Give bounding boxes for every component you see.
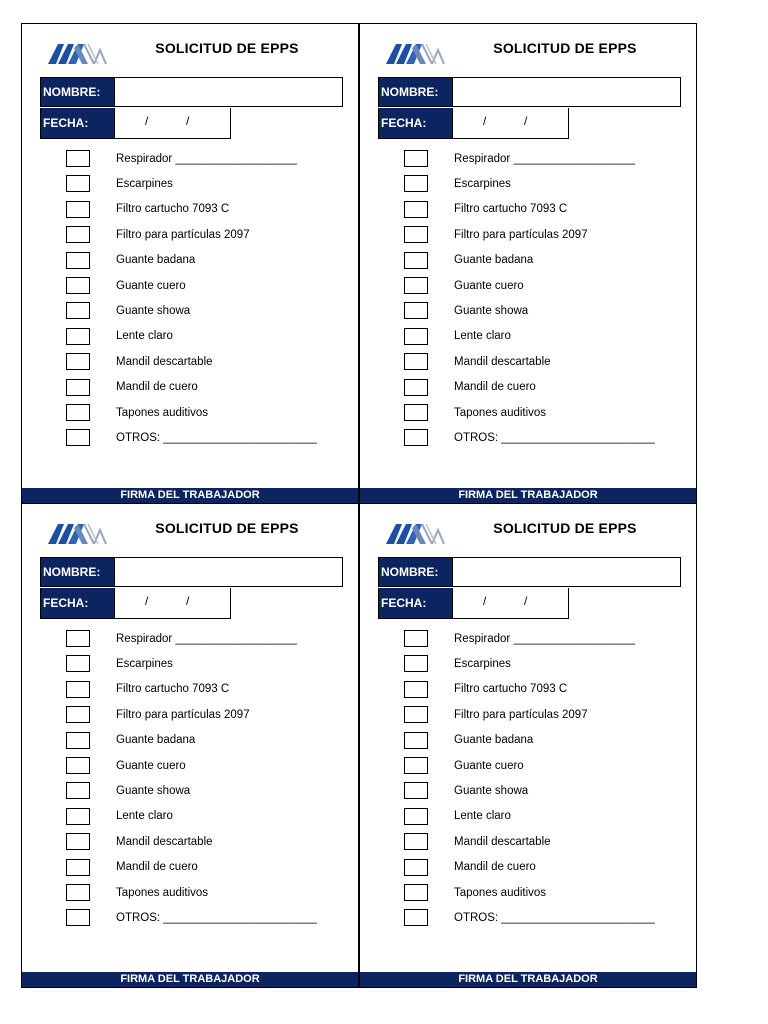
item-checkbox[interactable] xyxy=(404,353,428,370)
item-checkbox[interactable] xyxy=(66,150,90,167)
signature-bar: FIRMA DEL TRABAJADOR xyxy=(360,972,696,987)
list-item xyxy=(404,629,674,648)
fecha-label: FECHA: xyxy=(379,108,453,138)
item-checkbox[interactable] xyxy=(66,909,90,926)
item-label: Mandil de cuero xyxy=(116,861,198,874)
item-checkbox[interactable] xyxy=(66,226,90,243)
list-item xyxy=(404,883,674,902)
nombre-label: NOMBRE: xyxy=(379,78,453,106)
item-label: Escarpines xyxy=(454,177,511,190)
item-checkbox[interactable] xyxy=(404,732,428,749)
item-checkbox[interactable] xyxy=(404,302,428,319)
item-checkbox[interactable] xyxy=(66,808,90,825)
nombre-label: NOMBRE: xyxy=(379,558,453,586)
date-separator: / xyxy=(145,114,149,128)
item-checkbox[interactable] xyxy=(404,226,428,243)
item-label: Guante cuero xyxy=(454,759,524,772)
signature-bar: FIRMA DEL TRABAJADOR xyxy=(360,488,696,503)
nombre-label: NOMBRE: xyxy=(41,78,115,106)
list-item xyxy=(404,705,674,724)
item-label: Mandil de cuero xyxy=(116,381,198,394)
fecha-field[interactable] xyxy=(453,108,568,138)
item-label: OTROS: ________________________ xyxy=(116,911,317,924)
item-label: Guante cuero xyxy=(454,279,524,292)
item-label: Mandil descartable xyxy=(454,355,551,368)
nombre-row xyxy=(378,557,681,587)
list-item xyxy=(66,629,336,648)
fecha-field[interactable] xyxy=(115,108,230,138)
list-item xyxy=(66,705,336,724)
item-label: Escarpines xyxy=(454,657,511,670)
form-card xyxy=(359,23,697,504)
fecha-row xyxy=(40,108,231,139)
item-label: OTROS: ________________________ xyxy=(454,431,655,444)
item-label: Guante showa xyxy=(454,784,529,797)
company-logo-icon xyxy=(386,42,446,64)
list-item xyxy=(404,352,674,371)
list-item xyxy=(66,428,336,447)
item-checkbox[interactable] xyxy=(404,782,428,799)
item-checkbox[interactable] xyxy=(66,884,90,901)
item-checkbox[interactable] xyxy=(404,833,428,850)
item-checkbox[interactable] xyxy=(66,175,90,192)
item-checkbox[interactable] xyxy=(66,404,90,421)
item-checkbox[interactable] xyxy=(404,429,428,446)
list-item xyxy=(404,327,674,346)
fecha-row xyxy=(378,108,569,139)
company-logo-icon xyxy=(48,42,108,64)
item-label: Respirador ___________________ xyxy=(116,632,297,645)
fecha-label: FECHA: xyxy=(379,588,453,618)
list-item xyxy=(404,200,674,219)
date-separator: / xyxy=(524,114,528,128)
list-item xyxy=(404,301,674,320)
item-label: Guante showa xyxy=(116,784,191,797)
list-item xyxy=(66,200,336,219)
list-item xyxy=(404,908,674,927)
item-checkbox[interactable] xyxy=(66,379,90,396)
item-label: Guante showa xyxy=(116,304,191,317)
list-item xyxy=(404,832,674,851)
item-checkbox[interactable] xyxy=(404,252,428,269)
list-item xyxy=(404,858,674,877)
item-label: Mandil descartable xyxy=(454,835,551,848)
item-checkbox[interactable] xyxy=(66,782,90,799)
item-label: Filtro para partículas 2097 xyxy=(116,228,250,241)
item-label: Guante badana xyxy=(454,734,534,747)
item-label: Guante badana xyxy=(454,254,534,267)
list-item xyxy=(404,731,674,750)
item-label: Filtro para partículas 2097 xyxy=(454,708,588,721)
list-item xyxy=(66,807,336,826)
item-checkbox[interactable] xyxy=(404,201,428,218)
item-label: Respirador ___________________ xyxy=(116,152,297,165)
item-checkbox[interactable] xyxy=(66,630,90,647)
item-label: Tapones auditivos xyxy=(454,886,547,899)
date-separator: / xyxy=(483,114,487,128)
item-checkbox[interactable] xyxy=(66,252,90,269)
item-label: Filtro cartucho 7093 C xyxy=(454,683,568,696)
date-separator: / xyxy=(524,594,528,608)
item-label: Escarpines xyxy=(116,177,173,190)
item-label: Respirador ___________________ xyxy=(454,632,635,645)
list-item xyxy=(66,149,336,168)
date-separator: / xyxy=(186,114,190,128)
item-label: Filtro para partículas 2097 xyxy=(454,228,588,241)
list-item xyxy=(66,908,336,927)
list-item xyxy=(404,428,674,447)
item-checkbox[interactable] xyxy=(66,859,90,876)
nombre-row xyxy=(40,77,343,107)
nombre-field[interactable] xyxy=(115,558,342,586)
list-item xyxy=(66,883,336,902)
item-checkbox[interactable] xyxy=(404,328,428,345)
fecha-row xyxy=(378,588,569,619)
list-item xyxy=(404,276,674,295)
form-title: SOLICITUD DE EPPS xyxy=(493,520,637,536)
item-checkbox[interactable] xyxy=(66,833,90,850)
item-label: Mandil descartable xyxy=(116,355,213,368)
item-checkbox[interactable] xyxy=(404,150,428,167)
item-label: Filtro para partículas 2097 xyxy=(116,708,250,721)
company-logo-icon xyxy=(48,522,108,544)
company-logo-icon xyxy=(386,522,446,544)
date-separator: / xyxy=(186,594,190,608)
item-checkbox[interactable] xyxy=(66,353,90,370)
signature-bar: FIRMA DEL TRABAJADOR xyxy=(22,972,358,987)
item-checkbox[interactable] xyxy=(404,655,428,672)
item-checkbox[interactable] xyxy=(404,379,428,396)
item-checkbox[interactable] xyxy=(404,884,428,901)
item-checkbox[interactable] xyxy=(404,630,428,647)
item-checkbox[interactable] xyxy=(66,429,90,446)
item-label: Guante badana xyxy=(116,254,196,267)
fecha-label: FECHA: xyxy=(41,588,115,618)
item-checkbox[interactable] xyxy=(66,655,90,672)
form-title: SOLICITUD DE EPPS xyxy=(155,40,299,56)
item-label: OTROS: ________________________ xyxy=(454,911,655,924)
list-item xyxy=(404,174,674,193)
item-checkbox[interactable] xyxy=(66,328,90,345)
item-label: Lente claro xyxy=(116,810,173,823)
item-label: Respirador ___________________ xyxy=(454,152,635,165)
form-card xyxy=(21,503,359,988)
item-label: Tapones auditivos xyxy=(116,886,209,899)
fecha-field[interactable] xyxy=(453,588,568,618)
list-item xyxy=(66,680,336,699)
item-label: OTROS: ________________________ xyxy=(116,431,317,444)
form-title: SOLICITUD DE EPPS xyxy=(493,40,637,56)
nombre-field[interactable] xyxy=(115,78,342,106)
item-checkbox[interactable] xyxy=(66,706,90,723)
date-separator: / xyxy=(145,594,149,608)
item-label: Guante badana xyxy=(116,734,196,747)
list-item xyxy=(404,680,674,699)
item-label: Tapones auditivos xyxy=(116,406,209,419)
item-checkbox[interactable] xyxy=(66,277,90,294)
item-label: Mandil de cuero xyxy=(454,861,536,874)
item-label: Escarpines xyxy=(116,657,173,670)
item-checkbox[interactable] xyxy=(404,404,428,421)
list-item xyxy=(66,301,336,320)
item-label: Lente claro xyxy=(454,330,511,343)
list-item xyxy=(404,378,674,397)
list-item xyxy=(66,327,336,346)
item-label: Filtro cartucho 7093 C xyxy=(454,203,568,216)
fecha-label: FECHA: xyxy=(41,108,115,138)
form-sheet xyxy=(21,23,697,988)
list-item xyxy=(404,403,674,422)
list-item xyxy=(66,858,336,877)
list-item xyxy=(66,174,336,193)
item-label: Filtro cartucho 7093 C xyxy=(116,683,230,696)
list-item xyxy=(66,781,336,800)
form-title: SOLICITUD DE EPPS xyxy=(155,520,299,536)
item-label: Guante cuero xyxy=(116,279,186,292)
nombre-field[interactable] xyxy=(453,558,680,586)
item-label: Lente claro xyxy=(454,810,511,823)
item-label: Guante showa xyxy=(454,304,529,317)
item-checkbox[interactable] xyxy=(404,757,428,774)
list-item xyxy=(66,654,336,673)
fecha-field[interactable] xyxy=(115,588,230,618)
list-item xyxy=(404,654,674,673)
item-checkbox[interactable] xyxy=(404,859,428,876)
signature-bar: FIRMA DEL TRABAJADOR xyxy=(22,488,358,503)
list-item xyxy=(66,756,336,775)
item-checkbox[interactable] xyxy=(404,277,428,294)
item-checkbox[interactable] xyxy=(66,757,90,774)
list-item xyxy=(404,251,674,270)
nombre-row xyxy=(378,77,681,107)
list-item xyxy=(66,276,336,295)
form-card xyxy=(359,503,697,988)
item-checkbox[interactable] xyxy=(66,201,90,218)
list-item xyxy=(66,378,336,397)
item-checkbox[interactable] xyxy=(404,909,428,926)
item-label: Mandil de cuero xyxy=(454,381,536,394)
list-item xyxy=(66,832,336,851)
item-label: Lente claro xyxy=(116,330,173,343)
list-item xyxy=(66,352,336,371)
nombre-row xyxy=(40,557,343,587)
item-checkbox[interactable] xyxy=(66,681,90,698)
item-checkbox[interactable] xyxy=(404,175,428,192)
form-card xyxy=(21,23,359,504)
list-item xyxy=(66,731,336,750)
item-checkbox[interactable] xyxy=(404,808,428,825)
item-checkbox[interactable] xyxy=(66,732,90,749)
list-item xyxy=(66,225,336,244)
list-item xyxy=(66,403,336,422)
list-item xyxy=(404,225,674,244)
item-label: Mandil descartable xyxy=(116,835,213,848)
date-separator: / xyxy=(483,594,487,608)
list-item xyxy=(404,149,674,168)
item-checkbox[interactable] xyxy=(66,302,90,319)
item-label: Filtro cartucho 7093 C xyxy=(116,203,230,216)
nombre-field[interactable] xyxy=(453,78,680,106)
nombre-label: NOMBRE: xyxy=(41,558,115,586)
list-item xyxy=(404,807,674,826)
item-label: Tapones auditivos xyxy=(454,406,547,419)
item-checkbox[interactable] xyxy=(404,706,428,723)
list-item xyxy=(404,781,674,800)
item-label: Guante cuero xyxy=(116,759,186,772)
list-item xyxy=(66,251,336,270)
list-item xyxy=(404,756,674,775)
fecha-row xyxy=(40,588,231,619)
item-checkbox[interactable] xyxy=(404,681,428,698)
